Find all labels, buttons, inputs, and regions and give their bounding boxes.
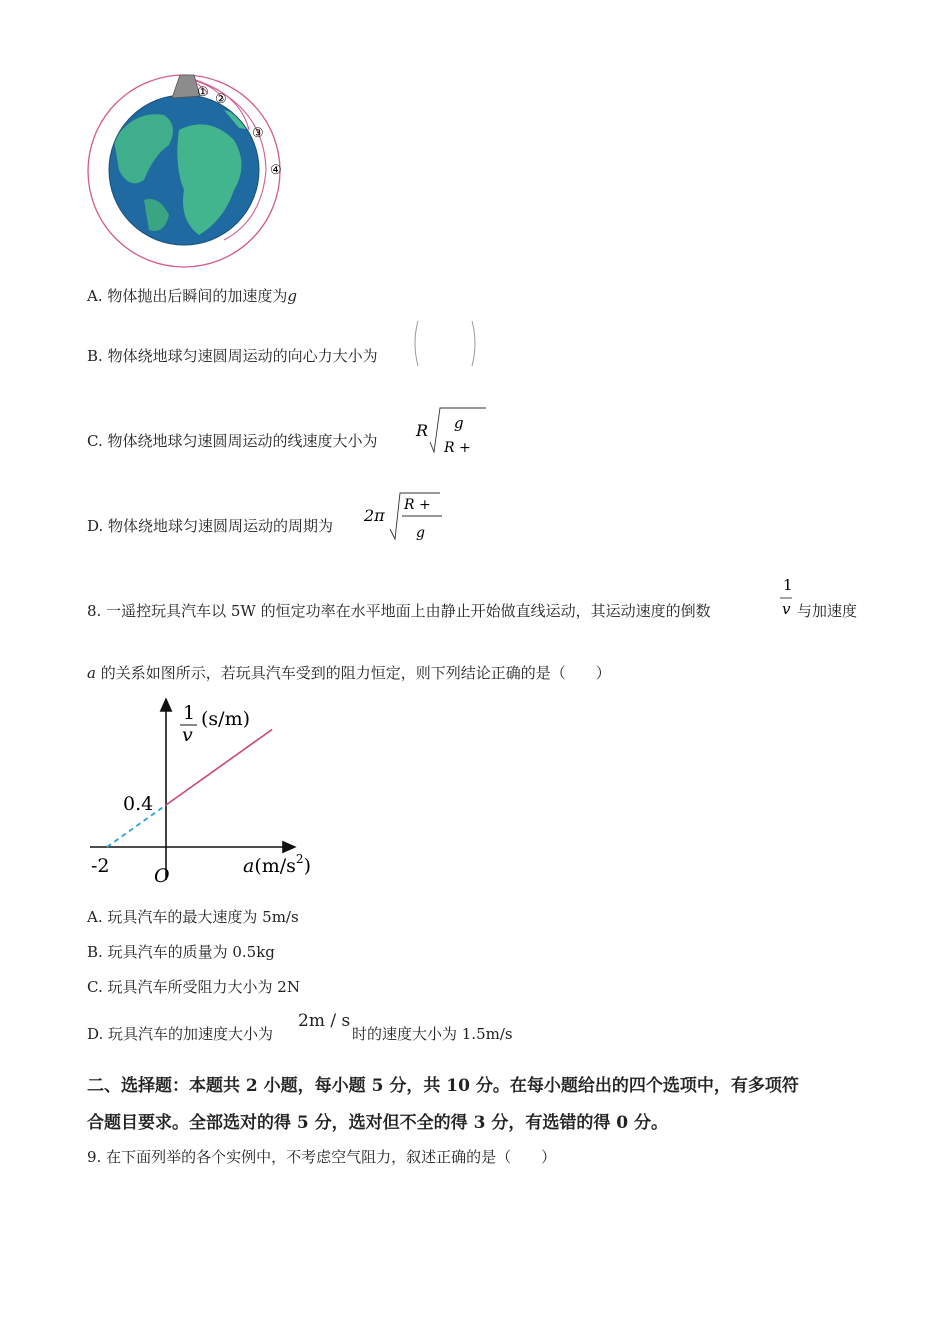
option-label: D.: [87, 517, 104, 535]
q8-option-d: [87, 1023, 273, 1044]
svg-text:R +: R +: [404, 497, 431, 513]
inverse-velocity-graph: [85, 695, 335, 890]
option-label: A.: [87, 908, 103, 926]
svg-text:R: R: [416, 421, 429, 440]
question-text: 的关系如图所示，若玩具汽车受到的阻力恒定，则下列结论正确的是（ ）: [100, 664, 611, 682]
x-label: $a(m/s^2)$: [243, 852, 311, 877]
svg-text:1: 1: [783, 576, 793, 594]
option-label: C.: [87, 978, 103, 996]
y-label-unit: (s/m): [201, 708, 250, 730]
earth-orbit-figure: [84, 70, 304, 270]
y-label-num: 1: [183, 702, 196, 724]
origin-label: O: [154, 865, 170, 887]
earth-globe: [109, 95, 259, 245]
q7-option-d: [87, 515, 333, 536]
q7-b-formula-brackets: [410, 318, 482, 370]
mountain-icon: [172, 75, 200, 98]
q8-fraction-1-over-v: [778, 574, 796, 622]
section2-heading-line2: 合题目要求。全部选对的得 5 分，选对但不全的得 3 分，有选错的得 0 分。: [87, 1113, 668, 1133]
q7-d-formula: [362, 485, 452, 545]
option-label: C.: [87, 432, 103, 450]
y-label-den: v: [182, 724, 193, 746]
q8-stem-line1: [87, 600, 711, 621]
question-number: 8.: [87, 602, 102, 620]
q8-option-d-value: 2m / s: [298, 1011, 351, 1031]
q9-stem: [87, 1146, 556, 1167]
q8-option-d-end: 时的速度大小为 1.5m/s: [352, 1025, 513, 1043]
q8-stem-line1-end: 与加速度: [797, 602, 858, 620]
svg-text:g: g: [454, 414, 464, 432]
orbit-label-2: ②: [215, 92, 227, 107]
q7-option-c: [87, 430, 378, 451]
svg-text:R +: R +: [444, 440, 471, 456]
option-text: 玩具汽车的质量为 0.5kg: [107, 943, 275, 961]
option-text: 玩具汽车的加速度大小为: [108, 1025, 274, 1043]
option-label: B.: [87, 943, 103, 961]
option-text: 玩具汽车的最大速度为 5m/s: [107, 908, 299, 926]
y-intercept-label: 0.4: [123, 793, 154, 815]
option-label: A.: [87, 287, 103, 305]
option-text: 物体绕地球匀速圆周运动的向心力大小为: [107, 347, 378, 365]
option-text: 物体抛出后瞬间的加速度为: [107, 287, 288, 305]
svg-text:v: v: [782, 600, 791, 618]
option-text: 物体绕地球匀速圆周运动的线速度大小为: [107, 432, 378, 450]
option-label: B.: [87, 347, 103, 365]
q8-option-a: [87, 906, 299, 927]
question-text: 一遥控玩具汽车以 5W 的恒定功率在水平地面上由静止开始做直线运动，其运动速度的倒数: [106, 602, 711, 620]
option-text: 玩具汽车所受阻力大小为 2N: [107, 978, 300, 996]
q7-option-a: [87, 285, 297, 306]
q8-option-b: [87, 941, 275, 962]
q7-option-b: [87, 345, 378, 366]
option-text: 物体绕地球匀速圆周运动的周期为: [108, 517, 334, 535]
x-intercept-label: -2: [91, 855, 110, 877]
svg-text:2π: 2π: [364, 506, 385, 525]
section2-heading-line1: 二、选择题：本题共 2 小题，每小题 5 分，共 10 分。在每小题给出的四个选项中，有多项符: [87, 1076, 799, 1096]
orbit-label-3: ③: [252, 126, 264, 141]
svg-text:g: g: [416, 525, 425, 541]
question-number: 9.: [87, 1148, 102, 1166]
option-label: D.: [87, 1025, 104, 1043]
q7-c-formula: [412, 400, 492, 460]
option-var: g: [287, 287, 298, 305]
q8-option-c: [87, 976, 300, 997]
question-text: 在下面列举的各个实例中，不考虑空气阻力，叙述正确的是（ ）: [106, 1148, 557, 1166]
q8-stem-line2: [87, 662, 611, 683]
var-a: a: [87, 664, 96, 682]
orbit-label-4: ④: [270, 163, 282, 178]
orbit-label-1: ①: [197, 85, 209, 100]
